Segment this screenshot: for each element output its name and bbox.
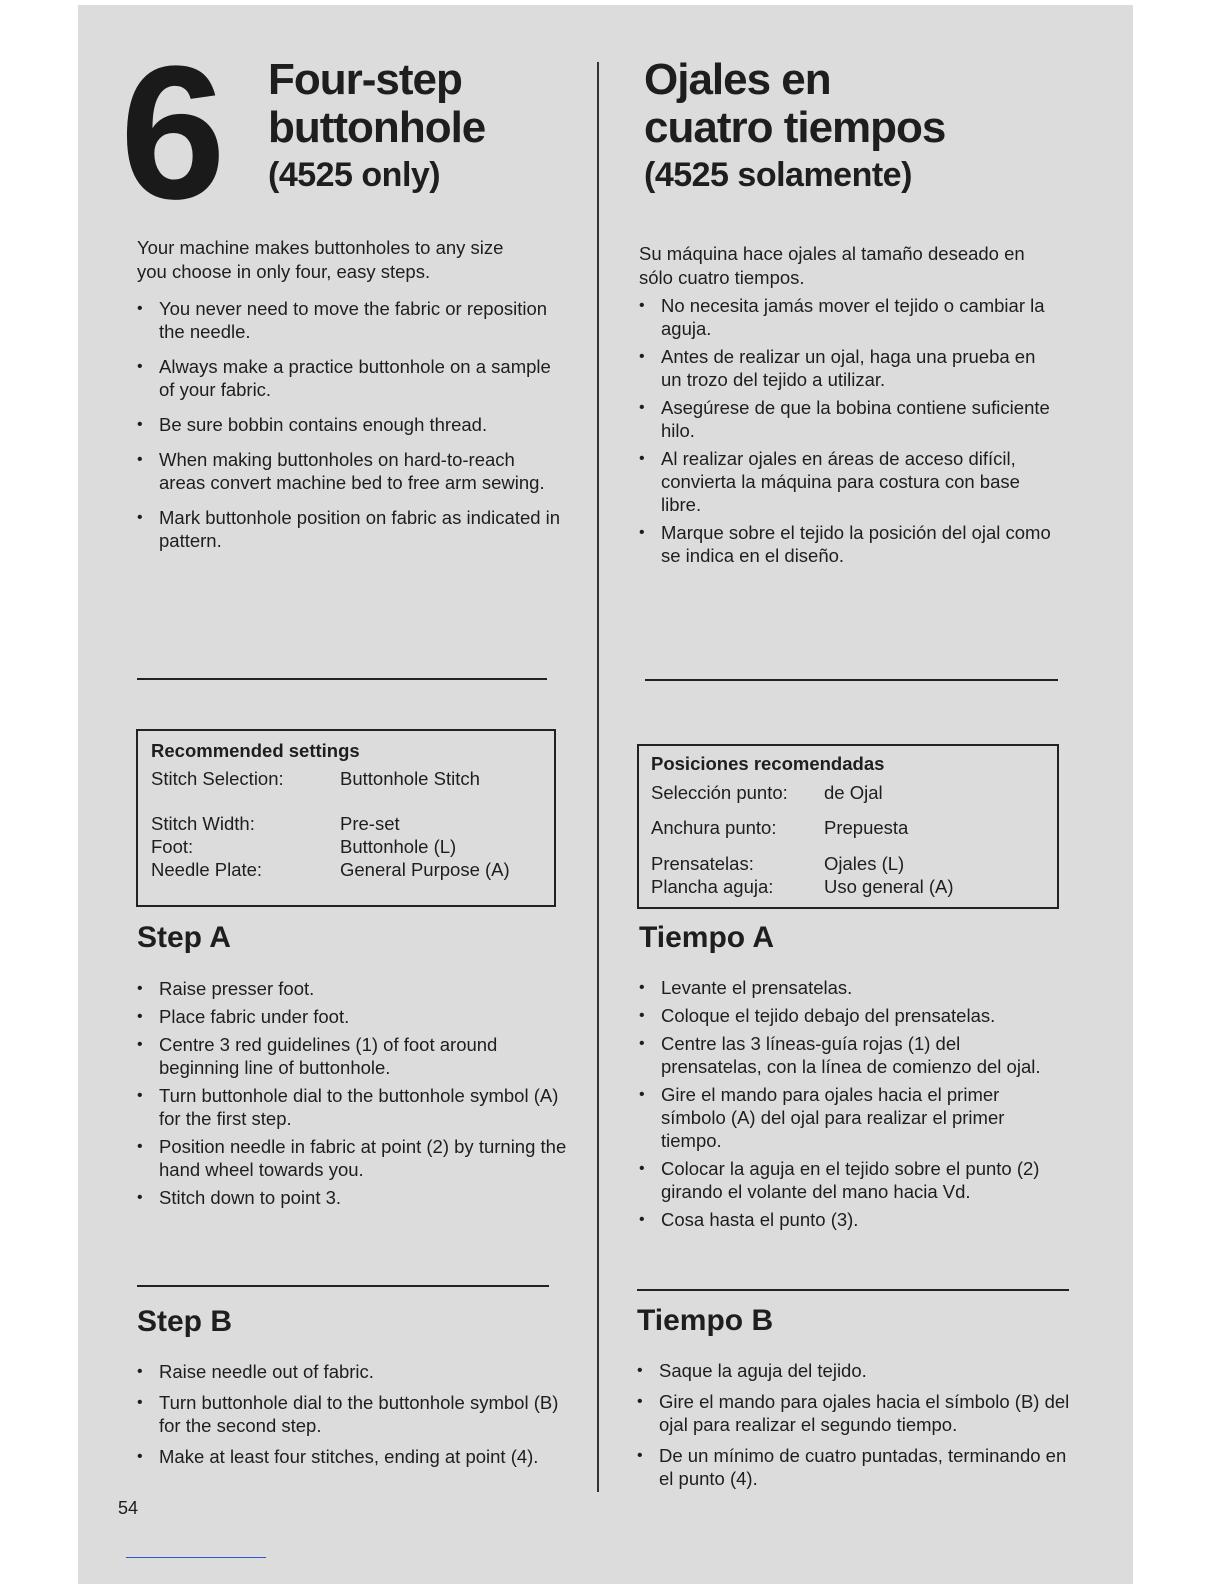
settings-value: Buttonhole (L): [340, 836, 457, 857]
settings-value: Pre-set: [340, 813, 400, 834]
section-rule: [637, 1289, 1069, 1291]
spanish-title-line2: cuatro tiempos: [644, 103, 946, 152]
english-step-a-heading: Step A: [137, 921, 231, 954]
list-item: • Centre 3 red guidelines (1) of foot around beginning line of buttonhole.: [137, 1033, 567, 1079]
settings-row: [651, 781, 1047, 804]
list-item: • Position needle in fabric at point (2) by turning the hand wheel towards you.: [137, 1135, 567, 1181]
settings-title: Posiciones recomendadas: [651, 753, 885, 774]
spanish-settings-box: [637, 744, 1059, 909]
column-divider: [597, 62, 599, 1492]
spanish-bullet-list: [639, 294, 1059, 567]
settings-label: Foot:: [151, 836, 194, 857]
english-title-block: [268, 56, 588, 194]
list-item: • Always make a practice buttonhole on a sample of your fabric.: [137, 355, 562, 401]
footer-underline: [126, 1557, 266, 1558]
english-title-line1: Four-step: [268, 55, 462, 104]
settings-label: Stitch Selection:: [151, 768, 284, 789]
english-title-line2: buttonhole: [268, 103, 486, 152]
list-item: • When making buttonholes on hard-to-reach areas convert machine bed to free arm sewing.: [137, 448, 562, 494]
section-rule: [137, 1285, 549, 1287]
list-item: • Cosa hasta el punto (3).: [639, 1208, 1059, 1231]
settings-label: Needle Plate:: [151, 859, 263, 880]
settings-row: [651, 875, 1047, 898]
list-item: • Antes de realizar un ojal, haga una prueba en un trozo del tejido a utilizar.: [639, 345, 1059, 391]
settings-value: Uso general (A): [824, 876, 954, 897]
settings-row: [151, 835, 544, 858]
list-item: • Turn buttonhole dial to the buttonhole symbol (B) for the second step.: [137, 1391, 577, 1437]
settings-label: Stitch Width:: [151, 813, 255, 834]
list-item: • De un mínimo de cuatro puntadas, terminando en el punto (4).: [637, 1444, 1077, 1490]
page-number: 54: [118, 1498, 139, 1518]
settings-value: Buttonhole Stitch: [340, 768, 480, 789]
list-item: • Be sure bobbin contains enough thread.: [137, 413, 562, 436]
list-item: • You never need to move the fabric or reposition the needle.: [137, 297, 562, 343]
settings-row: [151, 812, 544, 835]
list-item: • Place fabric under foot.: [137, 1005, 567, 1028]
spanish-title-block: [644, 56, 1064, 194]
settings-label: Prensatelas:: [651, 853, 754, 874]
settings-label: Selección punto:: [651, 782, 788, 803]
list-item: • Make at least four stitches, ending at point (4).: [137, 1445, 577, 1468]
english-bullet-list: [137, 297, 562, 552]
settings-value: General Purpose (A): [340, 859, 510, 880]
list-item: • Gire el mando para ojales hacia el símbolo (B) del ojal para realizar el segundo tiempo.: [637, 1390, 1077, 1436]
settings-label: Plancha aguja:: [651, 876, 774, 897]
spanish-step-a-heading: Tiempo A: [639, 921, 775, 954]
english-step-b-heading: Step B: [137, 1305, 233, 1338]
settings-title: Recommended settings: [151, 740, 360, 761]
list-item: • Stitch down to point 3.: [137, 1186, 567, 1209]
list-item: • Coloque el tejido debajo del prensatelas.: [639, 1004, 1059, 1027]
settings-row: [151, 767, 544, 790]
settings-value: Ojales (L): [824, 853, 905, 874]
list-item: • Raise needle out of fabric.: [137, 1360, 577, 1383]
list-item: • Colocar la aguja en el tejido sobre el punto (2) girando el volante del mano hacia Vd.: [639, 1157, 1059, 1203]
english-intro: Your machine makes buttonholes to any size you choose in only four, easy steps.: [137, 237, 504, 282]
english-subtitle: (4525 only): [268, 156, 441, 194]
spanish-step-b-list: [637, 1359, 1077, 1490]
english-step-b-list: [137, 1360, 577, 1468]
list-item: • Al realizar ojales en áreas de acceso difícil, convierta la máquina para costura con base libre.: [639, 447, 1059, 516]
section-rule: [645, 679, 1058, 681]
list-item: • Marque sobre el tejido la posición del ojal como se indica en el diseño.: [639, 521, 1059, 567]
settings-value: de Ojal: [824, 782, 883, 803]
english-step-a-list: [137, 977, 567, 1209]
spanish-step-a-list: [639, 976, 1059, 1231]
settings-label: Anchura punto:: [651, 817, 777, 838]
list-item: • Asegúrese de que la bobina contiene suficiente hilo.: [639, 396, 1059, 442]
list-item: • Gire el mando para ojales hacia el primer símbolo (A) del ojal para realizar el primer tiempo.: [639, 1083, 1059, 1152]
list-item: • Levante el prensatelas.: [639, 976, 1059, 999]
settings-row: [651, 816, 1047, 839]
list-item: • No necesita jamás mover el tejido o cambiar la aguja.: [639, 294, 1059, 340]
list-item: • Mark buttonhole position on fabric as indicated in pattern.: [137, 506, 562, 552]
spanish-subtitle: (4525 solamente): [644, 156, 912, 194]
settings-row: [651, 852, 1047, 875]
english-settings-box: [136, 729, 556, 907]
list-item: • Centre las 3 líneas-guía rojas (1) del prensatelas, con la línea de comienzo del ojal.: [639, 1032, 1059, 1078]
chapter-number: 6: [120, 27, 222, 239]
spanish-step-b-heading: Tiempo B: [637, 1304, 774, 1337]
spanish-title-line1: Ojales en: [644, 55, 831, 104]
settings-row: [151, 858, 544, 881]
list-item: • Raise presser foot.: [137, 977, 567, 1000]
list-item: • Saque la aguja del tejido.: [637, 1359, 1077, 1382]
spanish-intro: Su máquina hace ojales al tamaño deseado en sólo cuatro tiempos.: [639, 243, 1025, 288]
settings-value: Prepuesta: [824, 817, 909, 838]
list-item: • Turn buttonhole dial to the buttonhole symbol (A) for the first step.: [137, 1084, 567, 1130]
section-rule: [137, 678, 547, 680]
